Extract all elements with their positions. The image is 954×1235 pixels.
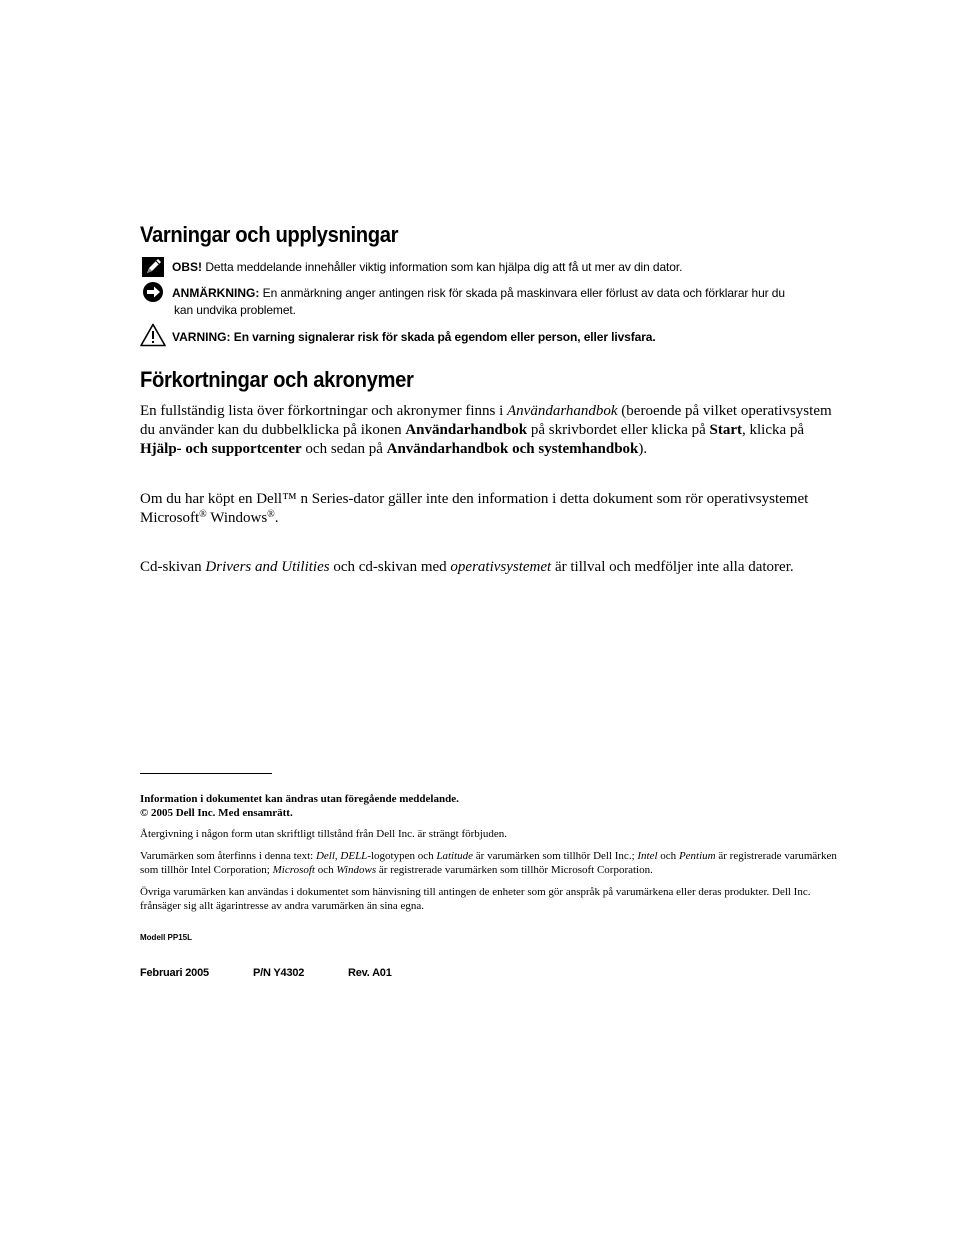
text-run: , klicka på bbox=[742, 422, 805, 438]
text-run: Windows bbox=[206, 510, 268, 526]
italic-trademark: Intel bbox=[637, 850, 658, 862]
anmarkning-label: ANMÄRKNING: bbox=[172, 286, 260, 300]
bold-start: Start bbox=[709, 422, 743, 438]
text-run: (beroende på vilket operativsystem du använder kan du dubbelklicka på ikonen bbox=[140, 403, 832, 438]
heading-warnings-and-notices: Varningar och upplysningar bbox=[140, 222, 399, 247]
anmarkning-text-line2: kan undvika problemet. bbox=[174, 303, 296, 317]
notice-arrow-icon bbox=[141, 281, 165, 303]
other-trademarks-notice: Övriga varumärken kan användas i dokumentet som hänvisning till antingen de enheter som gör anspråk på varumärkena eller deras produkter. Dell Inc. frånsäger sig allt ägarintresse av andra varumärken än sina egna. bbox=[140, 886, 811, 912]
text-run: och sedan på bbox=[301, 441, 387, 457]
anmarkning-notice bbox=[172, 285, 852, 319]
paragraph-abbreviations-list bbox=[140, 402, 844, 459]
reproduction-notice: Återgivning i någon form utan skriftligt tillstånd från Dell Inc. är strängt förbjuden. bbox=[140, 828, 507, 840]
italic-operating-system: operativsystemet bbox=[450, 559, 552, 575]
text-run: är tillval och medföljer inte alla datorer. bbox=[551, 559, 794, 575]
obs-label: OBS! bbox=[172, 260, 202, 274]
bold-help-support: Hjälp- och supportcenter bbox=[140, 441, 302, 457]
warning-triangle-icon bbox=[140, 323, 164, 345]
text-run: är registrerade varumärken som tillhör Intel Corporation; bbox=[140, 850, 837, 876]
italic-trademark: DELL bbox=[340, 850, 368, 862]
text-run: och bbox=[314, 864, 337, 876]
revision: Rev. A01 bbox=[348, 967, 392, 979]
text-run: är varumärken som tillhör Dell Inc.; bbox=[473, 850, 638, 862]
italic-user-guide: Användarhandbok bbox=[507, 403, 618, 419]
text-run: ). bbox=[638, 441, 648, 457]
copyright-notice: © 2005 Dell Inc. Med ensamrätt. bbox=[140, 807, 293, 819]
part-number: P/N Y4302 bbox=[253, 967, 305, 979]
italic-trademark: Windows bbox=[336, 864, 377, 876]
text-run: Om du har köpt en Dell™ n Series-dator gäller inte den information i detta dokument som rör operativsystemet Microsoft bbox=[140, 491, 809, 526]
text-run: är registrerade varumärken som tillhör Microsoft Corporation. bbox=[376, 864, 653, 876]
italic-trademark: Microsoft bbox=[272, 864, 315, 876]
varning-text: En varning signalerar risk för skada på egendom eller person, eller livsfara. bbox=[233, 330, 656, 344]
italic-trademark: Dell bbox=[315, 850, 335, 862]
text-run: En fullständig lista över förkortningar och akronymer finns i bbox=[140, 403, 507, 419]
model-number: Modell PP15L bbox=[140, 933, 193, 942]
paragraph-n-series bbox=[140, 490, 844, 528]
registered-mark: ® bbox=[267, 509, 275, 520]
italic-drivers-utilities: Drivers and Utilities bbox=[205, 559, 330, 575]
footer-legal bbox=[140, 792, 850, 820]
text-run: Varumärken som återfinns i denna text: bbox=[140, 850, 316, 862]
text-run: Cd-skivan bbox=[140, 559, 206, 575]
text-run: . bbox=[274, 510, 279, 526]
bold-user-guide-icon: Användarhandbok bbox=[405, 422, 528, 438]
footer-divider bbox=[140, 773, 272, 774]
text-run: -logotypen och bbox=[367, 850, 437, 862]
obs-text: Detta meddelande innehåller viktig information som kan hjälpa dig att få ut mer av din dator. bbox=[205, 260, 683, 274]
bold-user-system-guide: Användarhandbok och systemhandbok bbox=[386, 441, 639, 457]
note-pencil-icon bbox=[141, 256, 165, 278]
varning-label: VARNING: bbox=[172, 330, 231, 344]
registered-mark: ® bbox=[199, 509, 207, 520]
text-run: , bbox=[334, 850, 341, 862]
text-run: och bbox=[657, 850, 679, 862]
italic-trademark: Pentium bbox=[678, 850, 716, 862]
heading-abbreviations: Förkortningar och akronymer bbox=[140, 367, 414, 392]
trademarks-notice bbox=[140, 849, 850, 877]
obs-note bbox=[172, 259, 682, 276]
anmarkning-text-line1: En anmärkning anger antingen risk för skada på maskinvara eller förlust av data och förklarar hur du bbox=[262, 286, 785, 300]
info-change-notice: Information i dokumentet kan ändras utan föregående meddelande. bbox=[140, 793, 459, 805]
italic-trademark: Latitude bbox=[436, 850, 474, 862]
paragraph-cd-media bbox=[140, 558, 844, 577]
publish-date: Februari 2005 bbox=[140, 967, 209, 979]
varning-warning bbox=[172, 329, 656, 346]
text-run: på skrivbordet eller klicka på bbox=[527, 422, 710, 438]
text-run: och cd-skivan med bbox=[329, 559, 451, 575]
